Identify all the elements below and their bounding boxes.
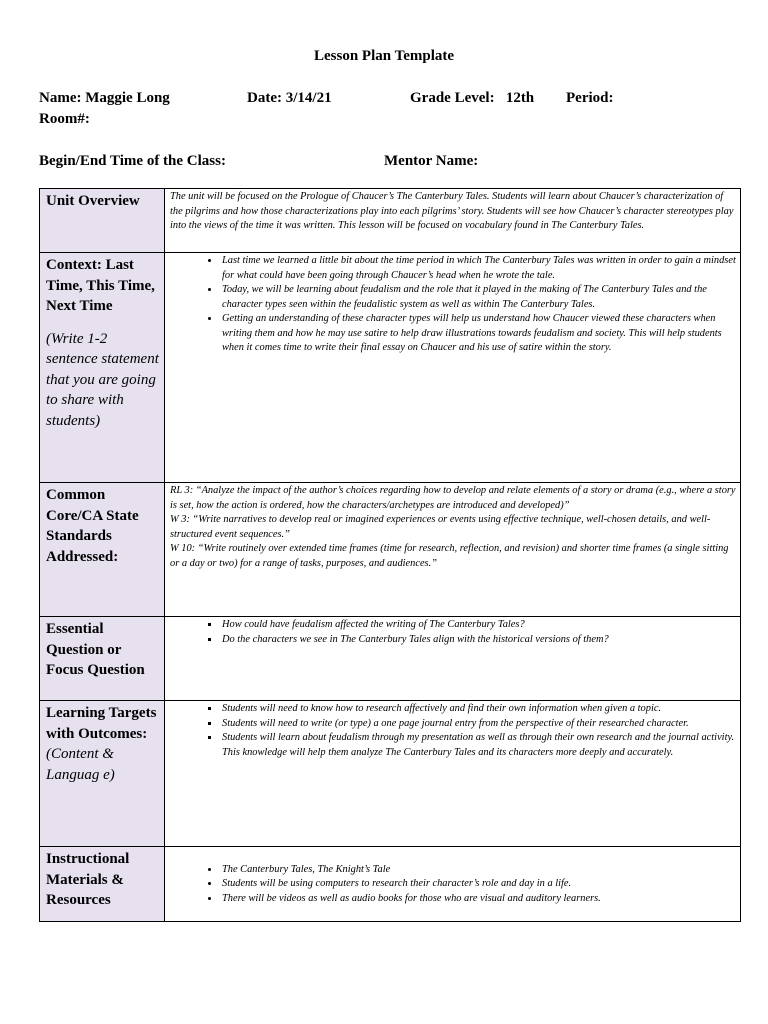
- learning-targets-row: [40, 701, 741, 847]
- unit-overview-label: Unit Overview: [40, 189, 165, 253]
- list-item: • Getting an understanding of these character types will help us understand how Chaucer viewed these characters when writing them and how he may use satire to help draw illustrations towards feudalism and society. This will help students when it comes time to write their final essay on Chaucer and his use of satire within the story.: [220, 312, 736, 356]
- unit-overview-text: The unit will be focused on the Prologue of Chaucer’s The Canterbury Tales. Students will learn about Chaucer’s characterization of the pilgrims and how those characterizations play into each pilgrims’ story. Students will see how Chaucer’s character stereotypes play into the views of the time it was written. This lesson will be focused on vocabulary found in The Canterbury Tales.: [170, 191, 734, 231]
- date-field: Date: 3/14/21: [247, 90, 332, 106]
- lesson-plan-table: [39, 188, 741, 922]
- room-field: Room#:: [39, 111, 90, 127]
- materials-list: [170, 863, 736, 907]
- standards-content: [165, 483, 741, 617]
- essential-question-row: [40, 617, 741, 701]
- page-title: Lesson Plan Template: [313, 48, 455, 64]
- context-instructions: (Write 1-2 sentence statement that you are going to share with students): [46, 330, 159, 429]
- list-item: ▪ Students will learn about feudalism through my presentation as well as through their own research and the journal activity. This knowledge will help them analyze The Canterbury Tales and its characters more deeply and accurately.: [220, 731, 736, 760]
- list-item: • Last time we learned a little bit about the time period in which The Canterbury Tales was written in order to gain a mindset for what could have been going through Chaucer’s head when he wrote the tale.: [220, 254, 736, 283]
- list-item: • The Canterbury Tales, The Knight’s Tale: [220, 863, 736, 878]
- context-content: [165, 253, 741, 483]
- essential-question-list: [170, 618, 736, 647]
- learning-targets-content: [165, 701, 741, 847]
- materials-row: [40, 847, 741, 922]
- period-field: Period:: [566, 90, 614, 106]
- learning-targets-instructions: (Content & Languag e): [46, 746, 115, 783]
- mentor-field: Mentor Name:: [384, 153, 479, 169]
- list-item: • There will be videos as well as audio books for those who are visual and auditory learners.: [220, 892, 736, 907]
- materials-content: [165, 847, 741, 922]
- list-item: ▪ Students will need to write (or type) a one page journal entry from the perspective of their researched character.: [220, 717, 736, 732]
- context-label-cell: [40, 253, 165, 483]
- grade-level-field: [410, 90, 534, 107]
- list-item: ▪ How could have feudalism affected the writing of The Canterbury Tales?: [220, 618, 736, 633]
- context-label: Context: Last Time, This Time, Next Time: [46, 257, 155, 314]
- standard-w3: W 3: “Write narratives to develop real or imagined experiences or events using effective technique, well-chosen details, and well-structured event sequences.”: [170, 514, 711, 540]
- unit-overview-row: [40, 189, 741, 253]
- learning-targets-label-cell: [40, 701, 165, 847]
- context-row: [40, 253, 741, 483]
- learning-targets-label: Learning Targets with Outcomes:: [46, 705, 157, 742]
- grade-level-value: 12th: [505, 90, 535, 106]
- context-list: [170, 254, 736, 356]
- unit-overview-content: [165, 189, 741, 253]
- list-item: • Students will be using computers to research their character’s role and day in a life.: [220, 877, 736, 892]
- standard-w10: W 10: “Write routinely over extended time frames (time for research, reflection, and revision) and shorter time frames (a single sitting or a day or two) for a range of tasks, purposes, and audiences.”: [170, 543, 729, 569]
- standard-rl3: RL 3: “Analyze the impact of the author’s choices regarding how to develop and relate elements of a story or drama (e.g., where a story is set, how the action is ordered, how the characters/archetypes are introduced and developed)”: [170, 485, 736, 511]
- list-item: ▪ Do the characters we see in The Canterbury Tales align with the historical versions of them?: [220, 633, 736, 648]
- learning-targets-list: [170, 702, 736, 760]
- list-item: • Today, we will be learning about feudalism and the role that it played in the making of The Canterbury Tales and the character types seen within the feudalistic system as well as within The Canterbury Tales.: [220, 283, 736, 312]
- list-item: ▪ Students will need to know how to research affectively and find their own information when given a topic.: [220, 702, 736, 717]
- class-time-field: Begin/End Time of the Class:: [39, 153, 226, 169]
- standards-row: [40, 483, 741, 617]
- essential-question-content: [165, 617, 741, 701]
- standards-label: Common Core/CA State Standards Addressed:: [40, 483, 165, 617]
- materials-label: Instructional Materials & Resources: [40, 847, 165, 922]
- grade-level-label: Grade Level:: [410, 90, 495, 106]
- name-field: Name: Maggie Long: [39, 90, 170, 106]
- essential-question-label: Essential Question or Focus Question: [40, 617, 165, 701]
